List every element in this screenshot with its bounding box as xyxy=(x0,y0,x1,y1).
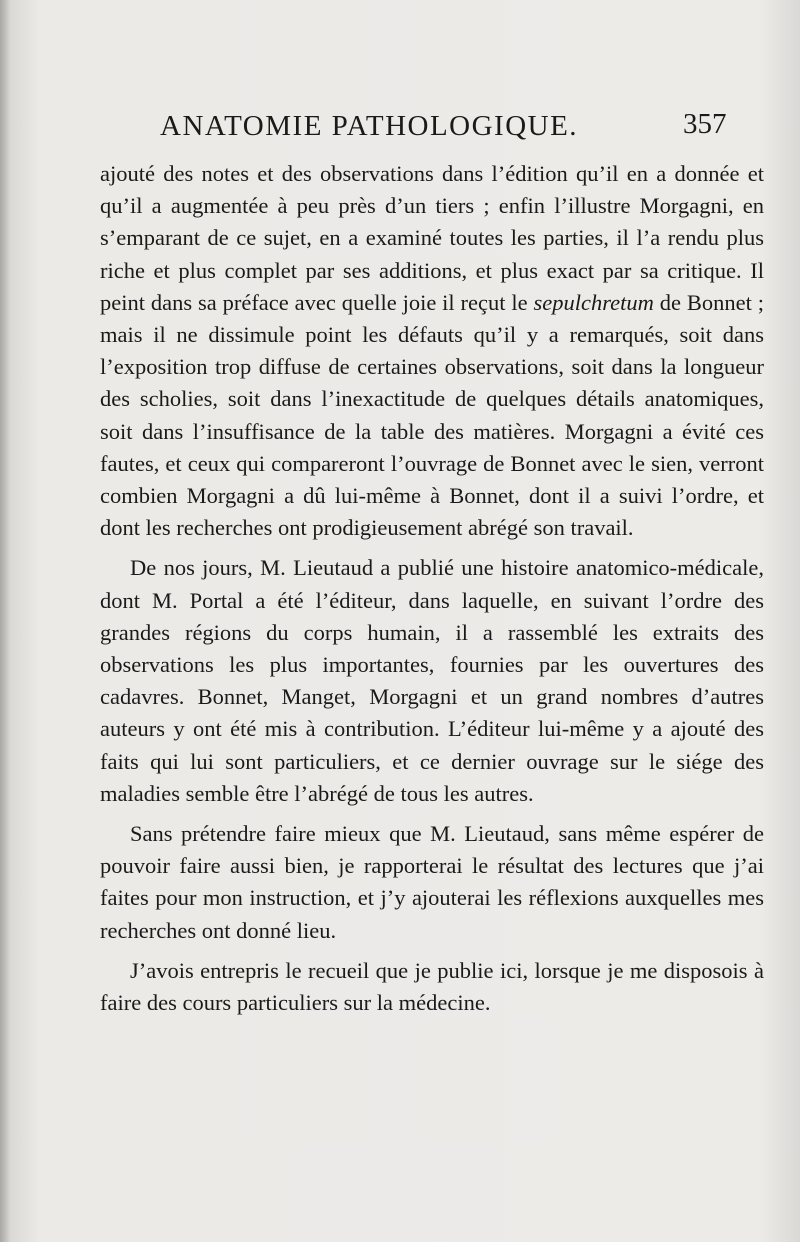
page-number: 357 xyxy=(683,108,727,140)
paragraph-4: J’avois entrepris le recueil que je publie ici, lorsque je me disposois à faire des cours particuliers sur la médecine. xyxy=(100,957,764,1016)
paragraph-1-text-end: de Bonnet ; mais il ne dissimule point les défauts qu’il y a remarqués, soit dans l’exposition trop diffuse de certaines observations, soit dans la longueur des scholies, soit dans l’inexactitude de quelques détails anatomiques, soit dans l’insuffisance de la table des matières. Morgagni a évité ces fautes, et ceux qui compareront l’ouvrage de Bonnet avec le sien, verront combien Morgagni a dû lui-même à Bonnet, dont il a suivi l’ordre, et dont les recherches ont prodigieusement abrégé son travail. xyxy=(100,289,765,541)
page-header xyxy=(160,110,760,154)
paragraph-1 xyxy=(100,158,764,544)
paragraph-3: Sans prétendre faire mieux que M. Lieutaud, sans même espérer de pouvoir faire aussi bien, je rapporterai le résultat des lectures que j’ai faites pour mon instruction, et j’y ajouterai les réflexions auxquelles mes recherches ont donné lieu. xyxy=(100,821,764,943)
gutter-shadow xyxy=(0,0,10,1242)
italic-term: sepulchretum xyxy=(533,289,654,315)
paragraph-2: De nos jours, M. Lieutaud a publié une histoire anatomico-médicale, dont M. Portal a été l’éditeur, dans laquelle, en suivant l’ordre des grandes régions du corps humain, il a rassemblé les extraits des observations les plus importantes, fournies par les ouvertures des cadavres. Bonnet, Manget, Morgagni et un grand nombres d’autres auteurs y ont été mis à contribution. L’éditeur lui-même y a ajouté des faits qui lui sont particuliers, et ce dernier ouvrage sur le siége des maladies semble être l’abrégé de tous les autres. xyxy=(100,555,764,806)
paragraph-1-text-start: ajouté des notes et des observations dans l’édition qu’il en a donnée et qu’il a augmentée à peu près d’un tiers ; enfin l’illustre Morgagni, en s’emparant de ce sujet, en a examiné toutes les parties, il l’a rendu plus riche et plus complet par ses additions, et plus exact par sa critique. Il peint dans sa préface avec quelle joie il reçut le xyxy=(100,161,764,315)
body-text xyxy=(100,158,764,1019)
running-title: ANATOMIE PATHOLOGIQUE. xyxy=(160,110,579,142)
